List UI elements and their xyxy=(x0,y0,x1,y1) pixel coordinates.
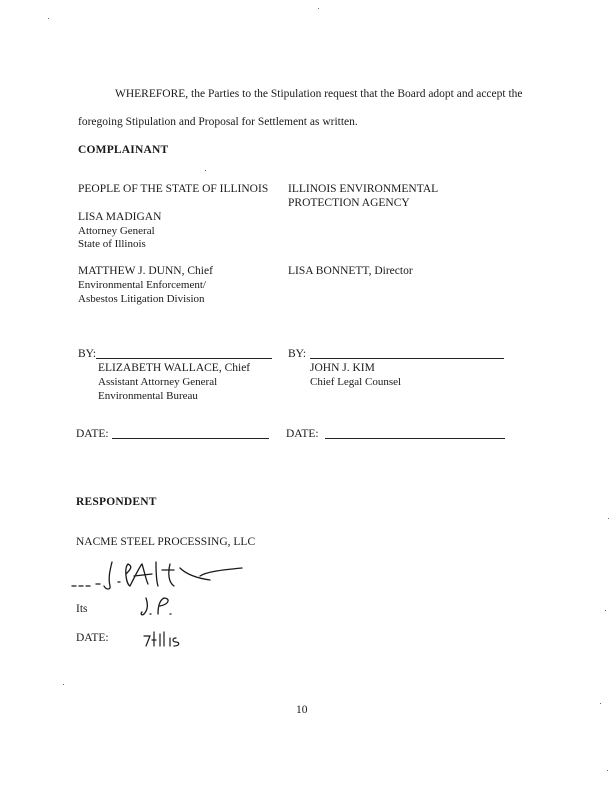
by-left-signature-line xyxy=(96,358,272,359)
page-number: 10 xyxy=(296,704,308,716)
date-right-label: DATE: xyxy=(286,428,319,440)
by-right-label: BY: xyxy=(288,348,307,360)
its-label: Its xyxy=(76,603,88,615)
respondent-date-label: DATE: xyxy=(76,632,109,644)
complainant-heading: COMPLAINANT xyxy=(78,144,169,156)
respondent-company: NACME STEEL PROCESSING, LLC xyxy=(76,536,256,548)
illinois-epa-line-1: ILLINOIS ENVIRONMENTAL xyxy=(288,183,439,195)
by-right-signature-line xyxy=(310,358,504,359)
by-right-name: JOHN J. KIM xyxy=(310,362,375,374)
date-right-line xyxy=(325,438,505,439)
scan-speck xyxy=(318,8,319,9)
chief-division-line-2: Asbestos Litigation Division xyxy=(78,293,205,305)
chief-division-line-1: Environmental Enforcement/ xyxy=(78,279,206,291)
by-left-label: BY: xyxy=(78,348,97,360)
wherefore-line-1: WHEREFORE, the Parties to the Stipulation request that the Board adopt and accept the xyxy=(115,88,523,100)
scan-speck xyxy=(605,610,606,611)
illinois-epa-line-2: PROTECTION AGENCY xyxy=(288,197,410,209)
people-of-illinois: PEOPLE OF THE STATE OF ILLINOIS xyxy=(78,183,269,195)
respondent-heading: RESPONDENT xyxy=(76,496,157,508)
scan-speck xyxy=(48,18,49,19)
scan-speck xyxy=(600,703,601,704)
by-right-title: Chief Legal Counsel xyxy=(310,376,402,388)
respondent-date-handwritten xyxy=(140,628,194,650)
respondent-signature xyxy=(70,556,260,596)
attorney-general-title: Attorney General xyxy=(78,225,155,237)
scan-speck xyxy=(63,684,64,685)
attorney-general-state: State of Illinois xyxy=(78,238,146,250)
wherefore-line-2: foregoing Stipulation and Proposal for Settlement as written. xyxy=(78,116,358,128)
scan-speck xyxy=(205,170,206,171)
by-left-title: Assistant Attorney General xyxy=(98,376,218,388)
epa-director: LISA BONNETT, Director xyxy=(288,265,413,277)
by-left-name: ELIZABETH WALLACE, Chief xyxy=(98,362,251,374)
date-left-line xyxy=(112,438,269,439)
scan-speck xyxy=(608,518,609,519)
attorney-general-name: LISA MADIGAN xyxy=(78,211,162,223)
scan-speck xyxy=(607,770,608,771)
date-left-label: DATE: xyxy=(76,428,109,440)
its-handwritten-title xyxy=(140,594,184,618)
chief-name: MATTHEW J. DUNN, Chief xyxy=(78,265,213,277)
by-left-bureau: Environmental Bureau xyxy=(98,390,198,402)
